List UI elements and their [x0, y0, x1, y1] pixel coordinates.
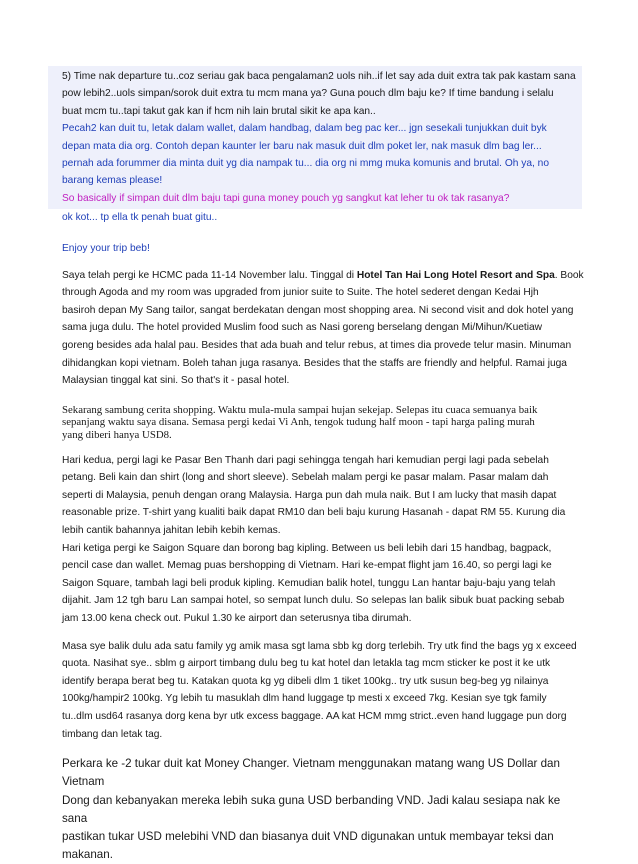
- hotel-paragraph-line: through Agoda and my room was upgraded from junior suite to Suite. The hotel sederet dengan Kedai Hjh: [62, 287, 539, 299]
- baggage-paragraph: [62, 638, 582, 744]
- baggage-paragraph-line: Masa sye balik dulu ada satu family yg amik masa sgt lama sbb kg dorg terlebih. Try utk find the bags yg x exceed: [62, 640, 577, 652]
- quote-followup-line: So basically if simpan duit dlm baju tapi guna money pouch yg sangkut kat leher tu ok tak rasanya?: [62, 192, 510, 204]
- baggage-paragraph-line: tu..dlm usd64 rasanya dorg kena byr utk excess baggage. AA kat HCM mmg strict..even hand luggage pun dorg: [62, 710, 567, 722]
- money-changer-line: Perkara ke -2 tukar duit kat Money Changer. Vietnam menggunakan matang wang US Dollar dan Vietnam: [62, 757, 560, 789]
- hotel-paragraph-line-1: [62, 267, 582, 285]
- market-paragraph-line: Hari ketiga pergi ke Saigon Square dan borong bag kipling. Between us beli lebih dari 15 handbag, bagpack,: [62, 542, 552, 554]
- hotel-paragraph-line: Malaysian tinggal kat sini. So that's it - pasal hotel.: [62, 375, 290, 387]
- quote-question-line-2: pow lebih2..uols simpan/sorok duit extra tu mcm mana ya? Guna pouch dlm baju ke? If time bandung i selalu: [62, 88, 554, 100]
- baggage-paragraph-line: 100kg/hampir2 100kg. Yg lebih tu masuklah dlm hand luggage tp mesti x exceed 7kg. Kesian sye tgk family: [62, 693, 547, 705]
- quote-answer-line-4: barang kemas please!: [62, 175, 163, 187]
- market-paragraph-line: Saigon Square, tambah lagi beli produk kipling. Kemudian balik hotel, tunggu Lan hantar baju-baju yang telah: [62, 577, 556, 589]
- hotel-intro-end: . Book: [554, 269, 584, 281]
- quote-answer-line-2: depan mata dia org. Contoh depan kaunter ler baru nak masuk duit dlm poket ler, nak masuk dlm bag ler...: [62, 140, 542, 152]
- money-changer-line: Dong dan kebanyakan mereka lebih suka guna USD berbanding VND. Jadi kalau sesiapa nak ke sana: [62, 793, 561, 825]
- money-changer-line: pastikan tukar USD melebihi VND dan biasanya duit VND digunakan untuk membayar teksi dan makanan.: [62, 829, 554, 862]
- market-paragraph-line: Hari kedua, pergi lagi ke Pasar Ben Thanh dari pagi sehingga tengah hari kemudian pergi lagi pada sebelah: [62, 454, 549, 466]
- money-changer-paragraph: [62, 755, 582, 864]
- quote-answer-line-3: pernah ada forummer dia minta duit yg dia nampak tu... dia org ni mmg muka komunis and brutal. Oh ya, no: [62, 158, 549, 170]
- hotel-paragraph-line: dihidangkan kopi vietnam. Boleh tahan juga rasanya. Besides that the staffs are friendly and helpful. Ramai juga: [62, 357, 567, 369]
- quote-question-line-3: buat mcm tu..tapi takut gak kan if hcm nih lain brutal sikit ke apa kan..: [62, 105, 376, 117]
- market-paragraph-line: jam 13.00 kena check out. Pukul 1.30 ke airport dan seterusnya tiba dirumah.: [62, 612, 412, 624]
- enjoy-line: Enjoy your trip beb!: [62, 242, 150, 254]
- forum-quote-block: [48, 66, 582, 209]
- hotel-paragraph-line: goreng besides ada halal pau. Besides that ada buah and telur rebus, at times dia provede telur masin. Minuman: [62, 340, 572, 352]
- market-paragraph-line: reasonable prize. T-shirt yang kualiti baik dapat RM10 dan beli baju kurung Hasanah - dapat RM 55. Kurung dia: [62, 507, 566, 519]
- market-paragraph-line: pencil case dan wallet. Memag puas bershopping di Vietnam. Hari ke-empat flight jam 16.40, so pergi lagi ke: [62, 560, 552, 572]
- quote-reply-line: ok kot... tp ella tk penah buat gitu..: [62, 209, 582, 226]
- shopping-paragraph: [62, 404, 582, 442]
- market-paragraph-line: dijahit. Jam 12 tgh baru Lan sampai hotel, so sempat lunch dulu. So selepas lan balik sibuk buat packing sebab: [62, 595, 565, 607]
- baggage-paragraph-line: quota. Nasihat sye.. sblm g airport timbang dulu beg tu kat hotel dan letakla tag mcm sticker ke post it ke utk: [62, 658, 551, 670]
- hotel-paragraph-line: sama juga dulu. The hotel provided Muslim food such as Nasi goreng berselang dengan Mi/Mihun/Kuetiaw: [62, 322, 543, 334]
- hotel-intro-text: Saya telah pergi ke HCMC pada 11-14 November lalu. Tinggal di: [62, 269, 357, 281]
- baggage-paragraph-line: identify berapa berat beg tu. Katakan quota kg yg dibeli dlm 1 tiket 100kg.. try utk susun beg-beg yg nilainya: [62, 675, 549, 687]
- quote-answer-line-1: Pecah2 kan duit tu, letak dalam wallet, dalam handbag, dalam beg pac ker... jgn sesekali tunjukkan duit byk: [62, 123, 547, 135]
- market-paragraph-line: petang. Beli kain dan shirt (long and short sleeve). Sebelah malam pergi ke pasar malam. Pasar malam dah: [62, 472, 549, 484]
- market-paragraph-line: seperti di Malaysia, penuh dengan orang Malaysia. Harga pun dah mula naik. But I am lucky that masih dapat: [62, 489, 557, 501]
- market-paragraph-line: lebih cantik bahannya jahitan lebih kebih kemas.: [62, 524, 281, 536]
- document-page: [62, 66, 582, 864]
- baggage-paragraph-line: timbang dan letak tag.: [62, 728, 163, 740]
- hotel-paragraph: [62, 267, 582, 390]
- shopping-paragraph-line: Sekarang sambung cerita shopping. Waktu mula-mula sampai hujan sekejap. Selepas itu cuaca semuanya baik: [62, 403, 538, 416]
- shopping-paragraph-line: sepanjang waktu saya disana. Semasa pergi kedai Vi Anh, tengok tudung half moon - tapi harga paling murah: [62, 416, 535, 429]
- hotel-paragraph-line: basiroh depan My Sang tailor, sangat berdekatan dengan most shopping area. Ni second visit and dok hotel yang: [62, 304, 574, 316]
- shopping-paragraph-line: yang diberi hanya USD8.: [62, 429, 172, 441]
- hotel-name: Hotel Tan Hai Long Hotel Resort and Spa: [356, 269, 555, 281]
- quote-question-line-1: 5) Time nak departure tu..coz seriau gak baca pengalaman2 uols nih..if let say ada duit extra tak pak kastam sana: [62, 71, 576, 82]
- market-paragraph: [62, 452, 582, 628]
